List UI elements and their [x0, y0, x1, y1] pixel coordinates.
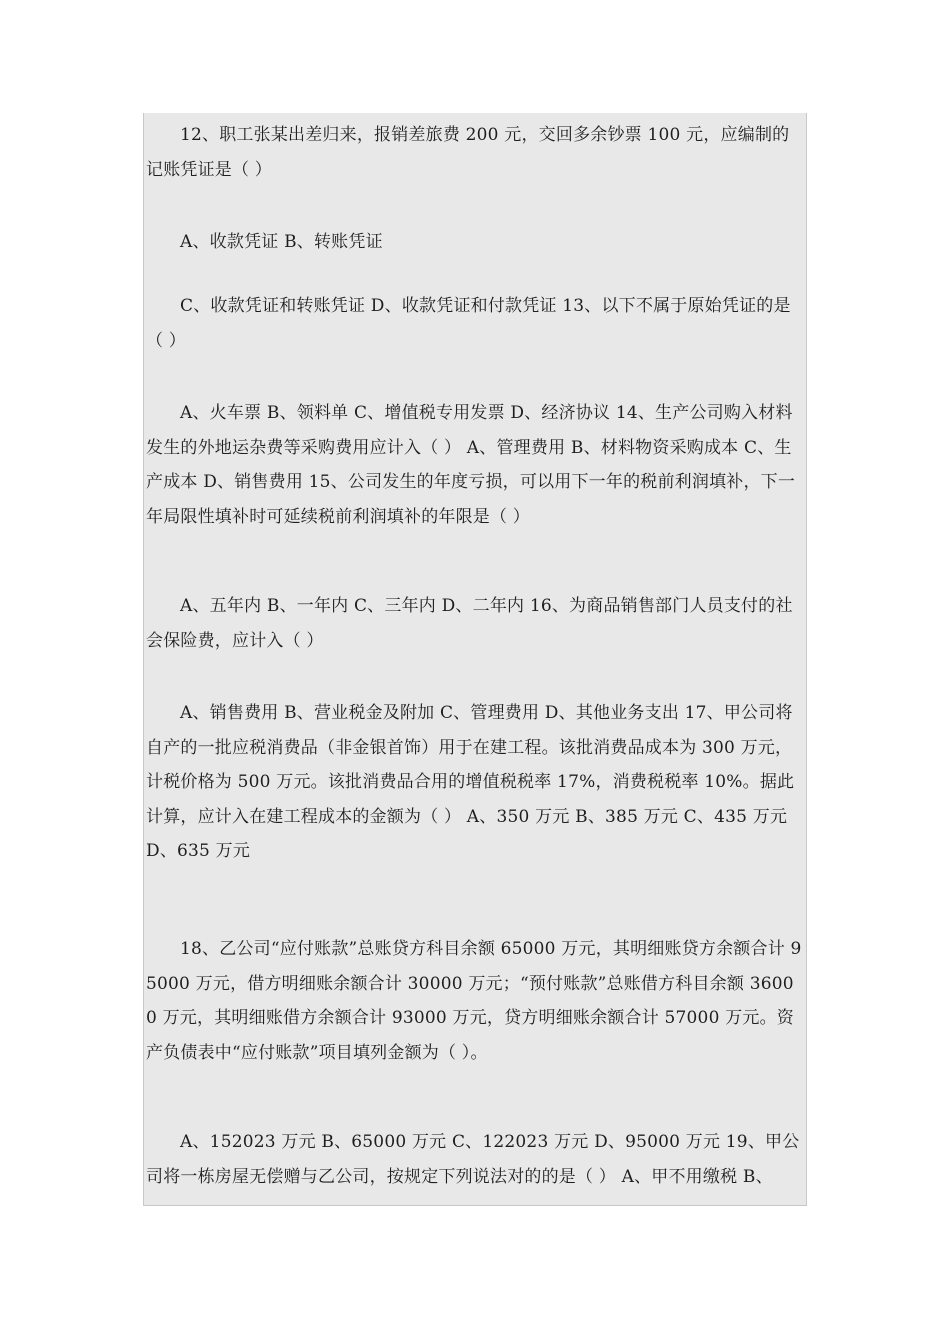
document-text-panel: [143, 113, 807, 1206]
paragraph-question-12: 12、职工张某出差归来，报销差旅费 200 元，交回多余钞票 100 元，应编制的记账凭证是（ ）: [146, 125, 790, 180]
paragraph-options-12-ab: A、收款凭证 B、转账凭证: [180, 232, 383, 252]
paragraph-question-17: A、销售费用 B、营业税金及附加 C、管理费用 D、其他业务支出 17、甲公司将自产的一批应税消费品（非金银首饰）用于在建工程。该批消费品成本为 300 万元，计税价格为 500 万元。该批消费品合用的增值税税率 17%，消费税税率 10%。据此计算，应计入在建工程成本的金额为（ ） A、350 万元 B、385 万元 C、435 万元 D、635 万元: [146, 703, 795, 861]
paragraph-options-12-cd-question-13: C、收款凭证和转账凭证 D、收款凭证和付款凭证 13、以下不属于原始凭证的是（ ）: [146, 296, 791, 351]
paragraph-question-16: A、五年内 B、一年内 C、三年内 D、二年内 16、为商品销售部门人员支付的社会保险费，应计入（ ）: [146, 596, 793, 651]
paragraph-question-18: 18、乙公司“应付账款”总账贷方科目余额 65000 万元，其明细账贷方余额合计 95000 万元，借方明细账余额合计 30000 万元；“预付账款”总账借方科目余额 36000 万元，其明细账借方余额合计 93000 万元，贷方明细账余额合计 57000 万元。资产负债表中“应付账款”项目填列金额为（ ）。: [146, 939, 802, 1063]
paragraph-questions-13-15: A、火车票 B、领料单 C、增值税专用发票 D、经济协议 14、生产公司购入材料发生的外地运杂费等采购费用应计入（ ） A、管理费用 B、材料物资采购成本 C、生产成本 D、销售费用 15、公司发生的年度亏损，可以用下一年的税前利润填补，下一年局限性填补时可延续税前利润填补的年限是（ ）: [146, 403, 796, 527]
paragraph-question-19: A、152023 万元 B、65000 万元 C、122023 万元 D、95000 万元 19、甲公司将一栋房屋无偿赠与乙公司，按规定下列说法对的的是（ ） A、甲不用缴税 B、: [146, 1132, 800, 1187]
